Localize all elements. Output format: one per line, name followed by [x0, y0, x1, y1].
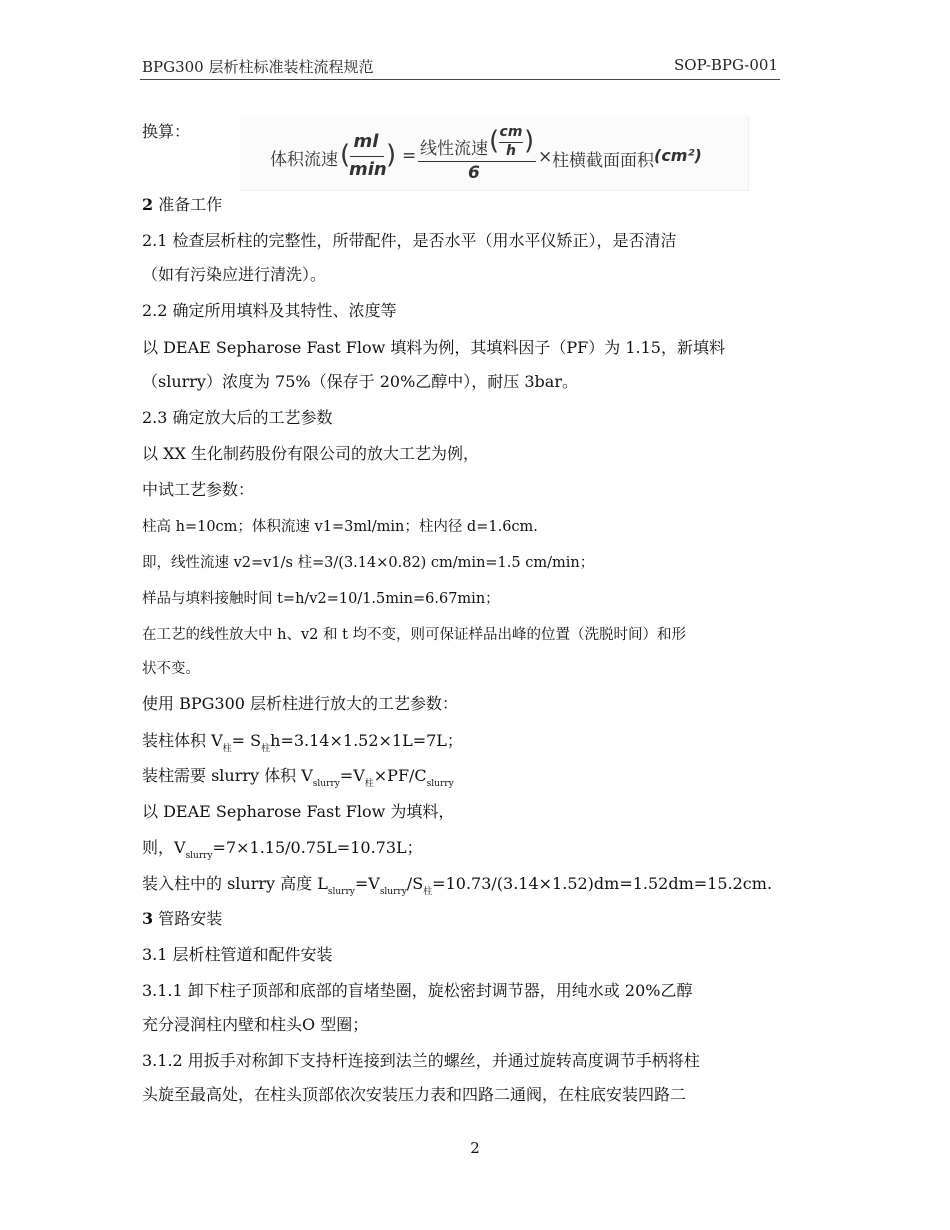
paragraph-2-3-line2: 中试工艺参数： [142, 480, 255, 499]
pilot-params-line1: 柱高 h=10cm；体积流速 v1=3ml/min；柱内径 d=1.6cm. [142, 519, 538, 535]
formula-rhs-unit-num: cm [499, 124, 523, 140]
header-doc-id: SOP-BPG-001 [674, 56, 778, 74]
formula-area: 柱横截面面积 [552, 151, 654, 171]
section-3-number: 3 [142, 909, 154, 928]
section-2-title: 准备工作 [153, 195, 223, 214]
bpg-params-heading: 使用 BPG300 层析柱进行放大的工艺参数： [142, 694, 459, 713]
paragraph-3-1-1-line1: 3.1.1 卸下柱子顶部和底部的盲堵垫圈，旋松密封调节器，用纯水或 20%乙醇 [142, 981, 693, 1000]
equation-slurry-height: 装入柱中的 slurry 高度 $L_{slurry}=V_{slurry}/S_柱=10.73/(3.14\times 1.52)dm=1.52dm=15.2cm$. [142, 874, 773, 897]
paragraph-2-2-line2: （slurry）浓度为 75%（保存于 20%乙醇中），耐压 3bar。 [142, 372, 578, 391]
heading-3-1: 3.1 层析柱管道和配件安装 [142, 945, 333, 964]
pilot-params-line5: 状不变。 [142, 661, 200, 677]
formula-rhs-lparen: ( [489, 126, 500, 156]
page-number: 2 [470, 1139, 480, 1157]
paragraph-2-1-line1: 2.1 检查层析柱的完整性，所带配件，是否水平（用水平仪矫正），是否清洁 [142, 231, 677, 250]
paragraph-3-1-2-line1: 3.1.2 用扳手对称卸下支持杆连接到法兰的螺丝，并通过旋转高度调节手柄将柱 [142, 1051, 700, 1070]
paragraph-3-1-2-line2: 头旋至最高处，在柱头顶部依次安装压力表和四路二通阀，在柱底安装四路二 [142, 1085, 687, 1104]
paragraph-2-2-line1: 以 DEAE Sepharose Fast Flow 填料为例，其填料因子（PF）为 1.15，新填料 [142, 338, 725, 357]
formula-rhs-num: 线性流速 [420, 139, 488, 159]
pilot-params-line3: 样品与填料接触时间 t=h/v2=10/1.5min=6.67min； [142, 591, 500, 607]
header-rule [140, 79, 780, 80]
pilot-params-line4: 在工艺的线性放大中 h、v2 和 t 均不变，则可保证样品出峰的位置（洗脱时间）和形 [142, 627, 687, 643]
formula-rparen: ) [386, 140, 397, 170]
conversion-label: 换算： [142, 122, 191, 141]
formula-main-bar [418, 161, 536, 162]
section-2-number: 2 [142, 195, 154, 214]
equation-column-volume: 装柱体积 $V_柱= S_柱h=3.14\times 1.52\times 1L=7L$； [142, 731, 463, 754]
formula-area-unit: (cm²) [654, 146, 702, 165]
section-2-heading [142, 195, 222, 215]
paragraph-3-1-1-line2: 充分浸润柱内壁和柱头O 型圈； [142, 1015, 369, 1034]
formula-lhs-num: ml [353, 131, 379, 152]
formula-lhs: 体积流速 [270, 150, 338, 170]
equation-media-line: 以 DEAE Sepharose Fast Flow 为填料， [142, 802, 455, 821]
equation-slurry-result: 则，$V_{slurry}=7\times 1.15/0.75L=10.73L$； [142, 838, 423, 861]
section-3-heading [142, 909, 222, 929]
formula-times: × [538, 147, 553, 167]
pilot-params-line2: 即，线性流速 v2=v1/s 柱=3/(3.14×0.82) cm/min=1.5 cm/min； [142, 555, 595, 571]
equation-slurry-volume: 装柱需要 slurry 体积 $V_{slurry}=V_柱\times PF/C_{slurry}$ [142, 766, 454, 789]
formula-lparen: ( [340, 140, 351, 170]
formula-image [240, 116, 749, 191]
formula-rhs-unit-den: h [506, 143, 516, 159]
formula-rhs-rparen: ) [524, 126, 535, 156]
heading-2-3: 2.3 确定放大后的工艺参数 [142, 408, 333, 427]
formula-lhs-den: min [349, 159, 387, 180]
formula-rhs-den: 6 [468, 163, 480, 183]
paragraph-2-1-line2: （如有污染应进行清洗）。 [142, 265, 327, 284]
heading-2-2: 2.2 确定所用填料及其特性、浓度等 [142, 301, 397, 320]
paragraph-2-3-line1: 以 XX 生化制药股份有限公司的放大工艺为例， [142, 444, 479, 463]
header-title: BPG300 层析柱标准装柱流程规范 [142, 58, 374, 76]
formula-equals: = [402, 146, 417, 166]
section-3-title: 管路安装 [153, 909, 223, 928]
formula-lhs-bar [350, 156, 384, 157]
